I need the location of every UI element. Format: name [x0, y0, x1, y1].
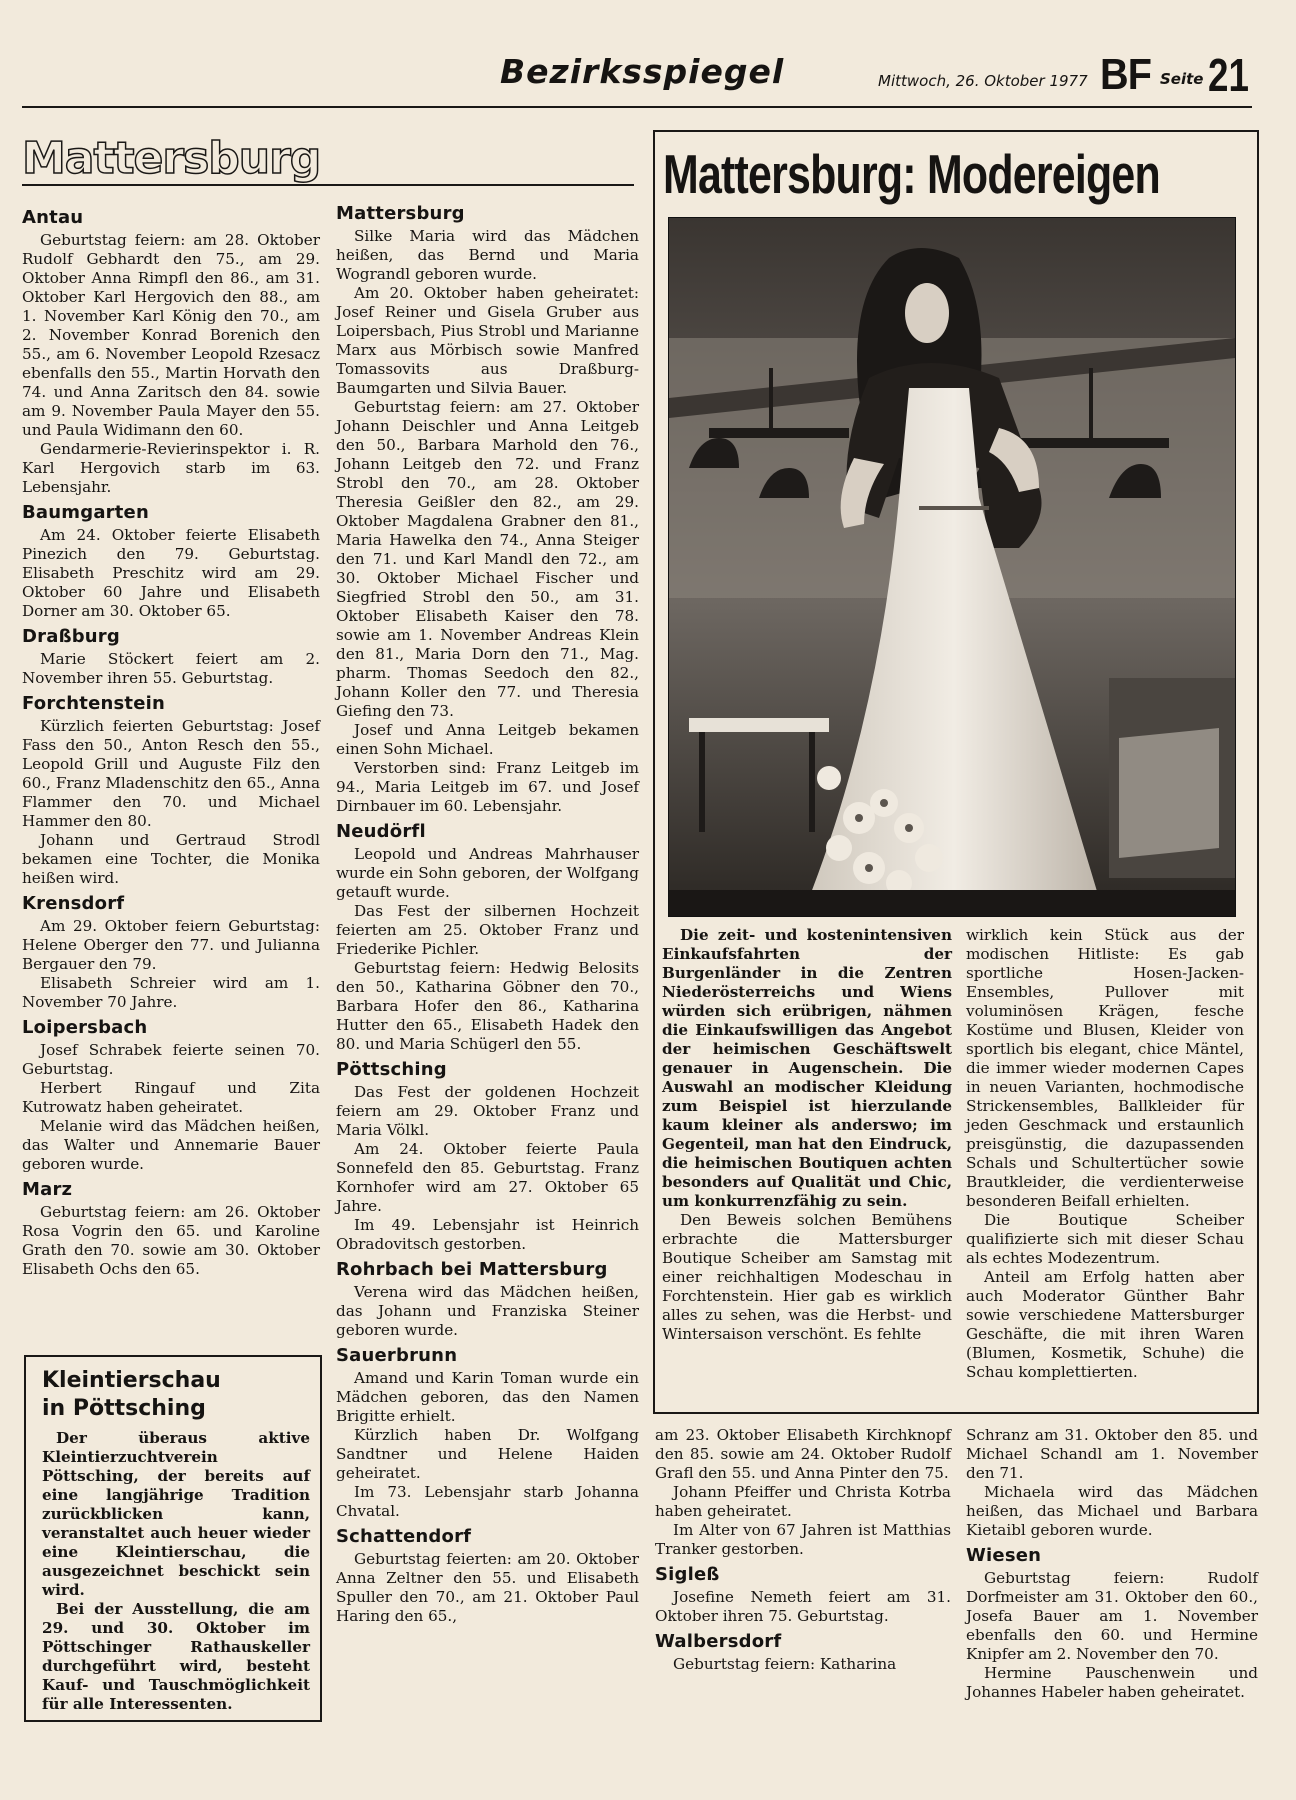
news-paragraph: Michaela wird das Mädchen heißen, das Michael und Barbara Kietaibl geboren wurde.: [966, 1483, 1258, 1539]
newspaper-logo: BF: [1100, 50, 1151, 99]
news-paragraph: Josef Schrabek feierte seinen 70. Geburtstag.: [22, 1041, 320, 1078]
news-paragraph: Geburtstag feiern: am 26. Oktober Rosa Vogrin den 65. und Karoline Grath den 70. sowie am 30. Oktober Elisabeth Ochs den 65.: [22, 1203, 320, 1278]
notice-title: [42, 1367, 306, 1423]
place-heading: Neudörfl: [336, 821, 426, 842]
news-paragraph: Melanie wird das Mädchen heißen, das Walter und Annemarie Bauer geboren wurde.: [22, 1117, 320, 1173]
place-heading: Baumgarten: [22, 502, 149, 523]
issue-date: Mittwoch, 26. Oktober 1977: [878, 72, 1088, 90]
page-number: 21: [1208, 49, 1249, 101]
news-paragraph: Am 24. Oktober feierte Paula Sonnefeld den 85. Geburtstag. Franz Kornhofer wird am 27. Oktober 65 Jahre.: [336, 1140, 639, 1215]
news-paragraph: Am 29. Oktober feiern Geburtstag: Helene Oberger den 77. und Julianna Bergauer den 79.: [22, 917, 320, 973]
news-paragraph: Leopold und Andreas Mahrhauser wurde ein Sohn geboren, der Wolfgang getauft wurde.: [336, 845, 639, 901]
news-paragraph: Geburtstag feiern: am 28. Oktober Rudolf Gebhardt den 75., am 29. Oktober Anna Rimpfl den 86., am 31. Oktober Karl Hergovich den 88., am 1. November Karl König den 70., am 2. November Konrad Borenich den 55., am 6. November Leopold Rzesacz ebenfalls den 55., Martin Horvath den 74. und Anna Zaritsch den 84. sowie am 9. November Paula Mayer den 55. und Paula Widimann den 60.: [22, 231, 320, 439]
news-paragraph: Geburtstag feiern: Hedwig Belosits den 50., Katharina Göbner den 70., Barbara Hofer den 86., Katharina Hutter den 65., Elisabeth Hadek den 80. und Maria Schügerl den 55.: [336, 959, 639, 1053]
news-paragraph: Silke Maria wird das Mädchen heißen, das Bernd und Maria Wograndl geboren wurde.: [336, 227, 639, 283]
photo-illustration: [669, 218, 1235, 916]
page-label: Seite: [1160, 70, 1204, 88]
district-masthead: Mattersburg: [22, 133, 321, 184]
left-news-column: [22, 207, 320, 1279]
place-heading: Pöttsching: [336, 1059, 447, 1080]
news-paragraph: Das Fest der silbernen Hochzeit feierten am 25. Oktober Franz und Friederike Pichler.: [336, 902, 639, 958]
notice-box: [24, 1355, 322, 1722]
place-heading: Forchtenstein: [22, 693, 166, 714]
notice-paragraph: Der überaus aktive Kleintierzuchtverein Pöttsching, der bereits auf eine langjährige Tradition zurückblicken kann, veranstaltet auch heuer wieder eine Kleintierschau, die ausgezeichnet beschickt sein wird.: [42, 1429, 310, 1599]
news-paragraph: Geburtstag feiern: am 27. Oktober Johann Deischler und Anna Leitgeb den 50., Barbara Marhold den 76., Johann Leitgeb den 72. und Franz Strobl den 70., am 28. Oktober Theresia Geißler den 82., am 29. Oktober Magdalena Grabner den 81., Maria Hawelka den 74., Anna Steiger den 71. und Karl Mandl den 72., am 30. Oktober Michael Fischer und Siegfried Strobl den 50., am 31. Oktober Elisabeth Kaiser den 78. sowie am 1. November Andreas Klein den 81., Maria Dorn den 71., Mag. pharm. Thomas Seedoch den 82., Johann Koller den 77. und Theresia Giefing den 73.: [336, 398, 639, 720]
place-heading: Schattendorf: [336, 1526, 472, 1547]
news-paragraph: Gendarmerie-Revierinspektor i. R. Karl Hergovich starb im 63. Lebensjahr.: [22, 440, 320, 496]
news-paragraph: Geburtstag feierten: am 20. Oktober Anna Zeltner den 55. und Elisabeth Spuller den 70., am 21. Oktober Paul Haring den 65.,: [336, 1550, 639, 1625]
place-heading: Sauerbrunn: [336, 1345, 458, 1366]
place-heading: Antau: [22, 207, 84, 228]
feature-lead: Die zeit- und kostenintensiven Einkaufsfahrten der Burgenländer in die Zentren Niederösterreichs und Wiens würden sich erübrigen, nähmen die Einkaufswilligen das Angebot der heimischen Geschäftswelt genauer in Augenschein. Die Auswahl an modischer Kleidung zum Beispiel ist hierzulande kaum kleiner als anderswo; im Gegenteil, man hat den Eindruck, die heimischen Boutiquen achten besonders auf Qualität und Chic, um konkurrenzfähig zu sein.: [662, 926, 952, 1210]
news-paragraph: Schranz am 31. Oktober den 85. und Michael Schandl am 1. November den 71.: [966, 1426, 1258, 1482]
news-paragraph: am 23. Oktober Elisabeth Kirchknopf den 85. sowie am 24. Oktober Rudolf Grafl den 55. und Anna Pinter den 75.: [655, 1426, 951, 1482]
news-paragraph: Kürzlich feierten Geburtstag: Josef Fass den 50., Anton Resch den 55., Leopold Grill und Auguste Filz den 60., Franz Mladenschitz den 65., Anna Flammer den 70. und Michael Hammer den 80.: [22, 717, 320, 830]
news-paragraph: Kürzlich haben Dr. Wolfgang Sandtner und Helene Haiden geheiratet.: [336, 1426, 639, 1482]
section-title: Bezirksspiegel: [500, 52, 785, 91]
masthead-rule: [22, 184, 634, 186]
header-rule: [22, 106, 1252, 108]
news-paragraph: Am 24. Oktober feierte Elisabeth Pinezich den 79. Geburtstag. Elisabeth Preschitz wird am 29. Oktober 60 Jahre und Elisabeth Dorner am 30. Oktober 65.: [22, 526, 320, 620]
place-heading: Krensdorf: [22, 893, 125, 914]
place-heading: Sigleß: [655, 1564, 720, 1585]
place-heading: Rohrbach bei Mattersburg: [336, 1259, 608, 1280]
news-paragraph: Im 49. Lebensjahr ist Heinrich Obradovitsch gestorben.: [336, 1216, 639, 1253]
news-paragraph: Verena wird das Mädchen heißen, das Johann und Franziska Steiner geboren wurde.: [336, 1283, 639, 1339]
news-paragraph: Geburtstag feiern: Katharina: [673, 1655, 897, 1673]
place-heading: Loipersbach: [22, 1017, 148, 1038]
feature-right-column: [966, 926, 1244, 1382]
fashion-show-photo: [668, 217, 1236, 917]
feature-left-column: [662, 926, 952, 1344]
place-heading: Draßburg: [22, 626, 120, 647]
news-paragraph: Josef und Anna Leitgeb bekamen einen Sohn Michael.: [336, 721, 639, 758]
feature-headline: Mattersburg: Modereigen: [663, 143, 1160, 205]
notice-title-line1: Kleintierschau: [42, 1368, 221, 1393]
news-paragraph: Geburtstag feiern: Rudolf Dorfmeister am 31. Oktober den 60., Josefa Bauer am 1. November ebenfalls den 60. und Hermine Knipfer am 2. November den 70.: [966, 1569, 1258, 1663]
notice-paragraph: Bei der Ausstellung, die am 29. und 30. Oktober im Pöttschinger Rathauskeller durchgeführt wird, besteht Kauf- und Tauschmöglichkeit für alle Interessenten.: [42, 1600, 310, 1713]
news-paragraph: Am 20. Oktober haben geheiratet: Josef Reiner und Gisela Gruber aus Loipersbach, Pius Strobl und Marianne Marx aus Mörbisch sowie Manfred Tomassovits aus Draßburg-Baumgarten und Silvia Bauer.: [336, 284, 639, 397]
news-paragraph: Verstorben sind: Franz Leitgeb im 94., Maria Leitgeb im 67. und Josef Dirnbauer im 60. Lebensjahr.: [336, 759, 639, 815]
notice-body: [42, 1429, 310, 1714]
news-paragraph: Im 73. Lebensjahr starb Johanna Chvatal.: [336, 1483, 639, 1520]
news-paragraph: Marie Stöckert feiert am 2. November ihren 55. Geburtstag.: [22, 650, 320, 687]
news-paragraph: Josefine Nemeth feiert am 31. Oktober ihren 75. Geburtstag.: [655, 1588, 951, 1625]
news-paragraph: Hermine Pauschenwein und Johannes Habeler haben geheiratet.: [966, 1664, 1258, 1701]
place-heading: Mattersburg: [336, 203, 465, 224]
feature-paragraph: Die Boutique Scheiber qualifizierte sich mit dieser Schau als echtes Modezentrum.: [966, 1211, 1244, 1267]
news-paragraph: Johann und Gertraud Strodl bekamen eine Tochter, die Monika heißen wird.: [22, 831, 320, 887]
news-paragraph: Im Alter von 67 Jahren ist Matthias Tranker gestorben.: [655, 1521, 951, 1558]
bottom-news-column-3: [655, 1426, 951, 1674]
news-paragraph: Das Fest der goldenen Hochzeit feiern am 29. Oktober Franz und Maria Völkl.: [336, 1083, 639, 1139]
place-heading: Walbersdorf: [655, 1631, 782, 1652]
news-paragraph: Amand und Karin Toman wurde ein Mädchen geboren, das den Namen Brigitte erhielt.: [336, 1369, 639, 1425]
place-heading: Wiesen: [966, 1545, 1042, 1566]
news-paragraph: Johann Pfeiffer und Christa Kotrba haben geheiratet.: [655, 1483, 951, 1520]
feature-paragraph: Den Beweis solchen Bemühens erbrachte die Mattersburger Boutique Scheiber am Samstag mit einer reichhaltigen Modeschau in Forchtenstein. Hier gab es wirklich alles zu sehen, was die Herbst- und Wintersaison verschönt. Es fehlte: [662, 1211, 952, 1343]
feature-paragraph: Anteil am Erfolg hatten aber auch Moderator Günther Bahr sowie verschiedene Mattersburger Geschäfte, die mit ihren Waren (Blumen, Kosmetik, Schuhe) die Schau komplettierten.: [966, 1268, 1244, 1381]
feature-paragraph: wirklich kein Stück aus der modischen Hitliste: Es gab sportliche Hosen-Jacken-Ensembles, Pullover mit voluminösen Krägen, fesche Kostüme und Blusen, Kleider von sportlich bis elegant, chice Mäntel, die immer wieder modernen Capes in neuen Varianten, hochmodische Strickensembles, Ballkleider für jeden Geschmack und erstaunlich preisgünstig, die dazupassenden Schals und Schultertücher sowie Brautkleider, die verdienterweise besonderen Beifall erhielten.: [966, 926, 1244, 1210]
news-paragraph: Herbert Ringauf und Zita Kutrowatz haben geheiratet.: [22, 1079, 320, 1116]
place-heading: Marz: [22, 1179, 73, 1200]
middle-news-column: [336, 203, 639, 1626]
bottom-news-column-4: [966, 1426, 1258, 1702]
news-paragraph: Elisabeth Schreier wird am 1. November 70 Jahre.: [22, 974, 320, 1011]
notice-title-line2: in Pöttsching: [42, 1396, 206, 1421]
